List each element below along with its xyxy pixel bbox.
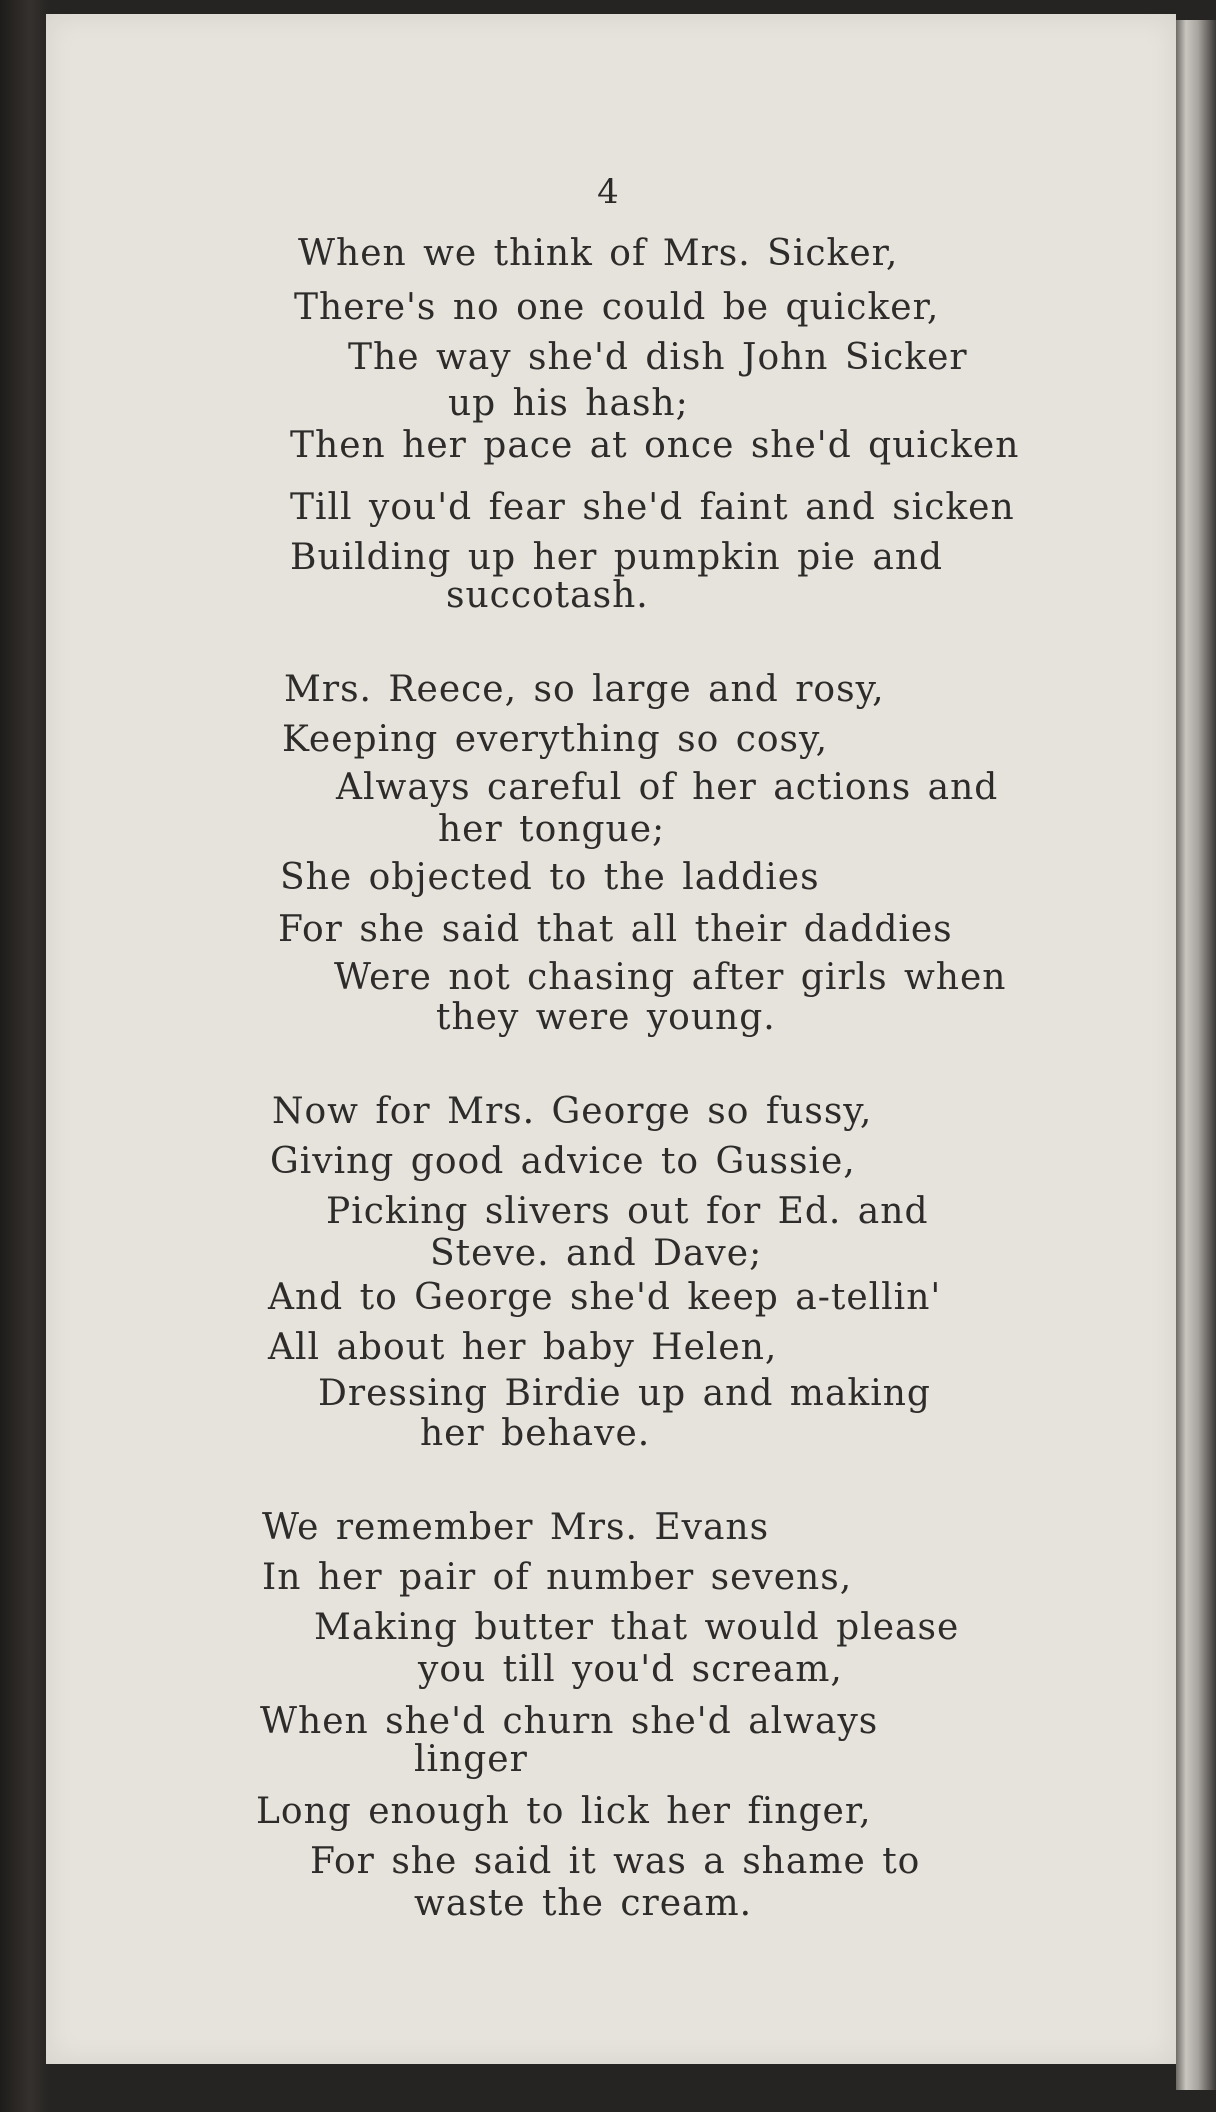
stanza-4-line-8: For she said it was a shame to bbox=[310, 1841, 921, 1882]
page-number: 4 bbox=[597, 172, 619, 212]
stanza-4-line-3: Making butter that would please bbox=[314, 1607, 960, 1648]
stanza-3-line-5: And to George she'd keep a-tellin' bbox=[268, 1277, 942, 1318]
stanza-2-line-3: Always careful of her actions and bbox=[336, 767, 999, 808]
stanza-4-line-1: We remember Mrs. Evans bbox=[262, 1507, 770, 1548]
stanza-2-line-5: She objected to the laddies bbox=[280, 857, 820, 898]
stanza-2-line-8: they were young. bbox=[436, 997, 776, 1038]
stanza-2-line-4: her tongue; bbox=[438, 809, 666, 850]
stanza-3-line-3: Picking slivers out for Ed. and bbox=[326, 1191, 929, 1232]
stanza-1-line-2: There's no one could be quicker, bbox=[294, 287, 940, 328]
stanza-3-line-8: her behave. bbox=[420, 1413, 651, 1454]
stanza-4-line-6: linger bbox=[414, 1739, 528, 1780]
stanza-4-line-2: In her pair of number sevens, bbox=[262, 1557, 853, 1598]
stanza-3-line-6: All about her baby Helen, bbox=[268, 1327, 778, 1368]
stanza-2-line-7: Were not chasing after girls when bbox=[334, 957, 1007, 998]
stanza-1-line-1: When we think of Mrs. Sicker, bbox=[298, 233, 899, 274]
stanza-4-line-9: waste the cream. bbox=[414, 1883, 753, 1924]
stanza-4-line-4: you till you'd scream, bbox=[418, 1649, 843, 1690]
stanza-1-line-7: Building up her pumpkin pie and bbox=[290, 537, 944, 578]
stanza-1-line-6: Till you'd fear she'd faint and sicken bbox=[290, 487, 1015, 528]
stanza-3-line-7: Dressing Birdie up and making bbox=[318, 1373, 931, 1414]
stanza-4-line-7: Long enough to lick her finger, bbox=[256, 1791, 872, 1832]
stanza-1-line-4: up his hash; bbox=[448, 383, 689, 424]
stanza-3-line-1: Now for Mrs. George so fussy, bbox=[272, 1091, 873, 1132]
stanza-1-line-8: succotash. bbox=[446, 575, 649, 616]
stanza-1-line-5: Then her pace at once she'd quicken bbox=[290, 425, 1020, 466]
stanza-3-line-2: Giving good advice to Gussie, bbox=[270, 1141, 856, 1182]
stanza-4-line-5: When she'd churn she'd always bbox=[260, 1701, 879, 1742]
stanza-2-line-6: For she said that all their daddies bbox=[278, 909, 953, 950]
stanza-2-line-1: Mrs. Reece, so large and rosy, bbox=[284, 669, 885, 710]
stanza-1-line-3: The way she'd dish John Sicker bbox=[348, 337, 968, 378]
stanza-3-line-4: Steve. and Dave; bbox=[430, 1233, 763, 1274]
stanza-2-line-2: Keeping everything so cosy, bbox=[282, 719, 829, 760]
